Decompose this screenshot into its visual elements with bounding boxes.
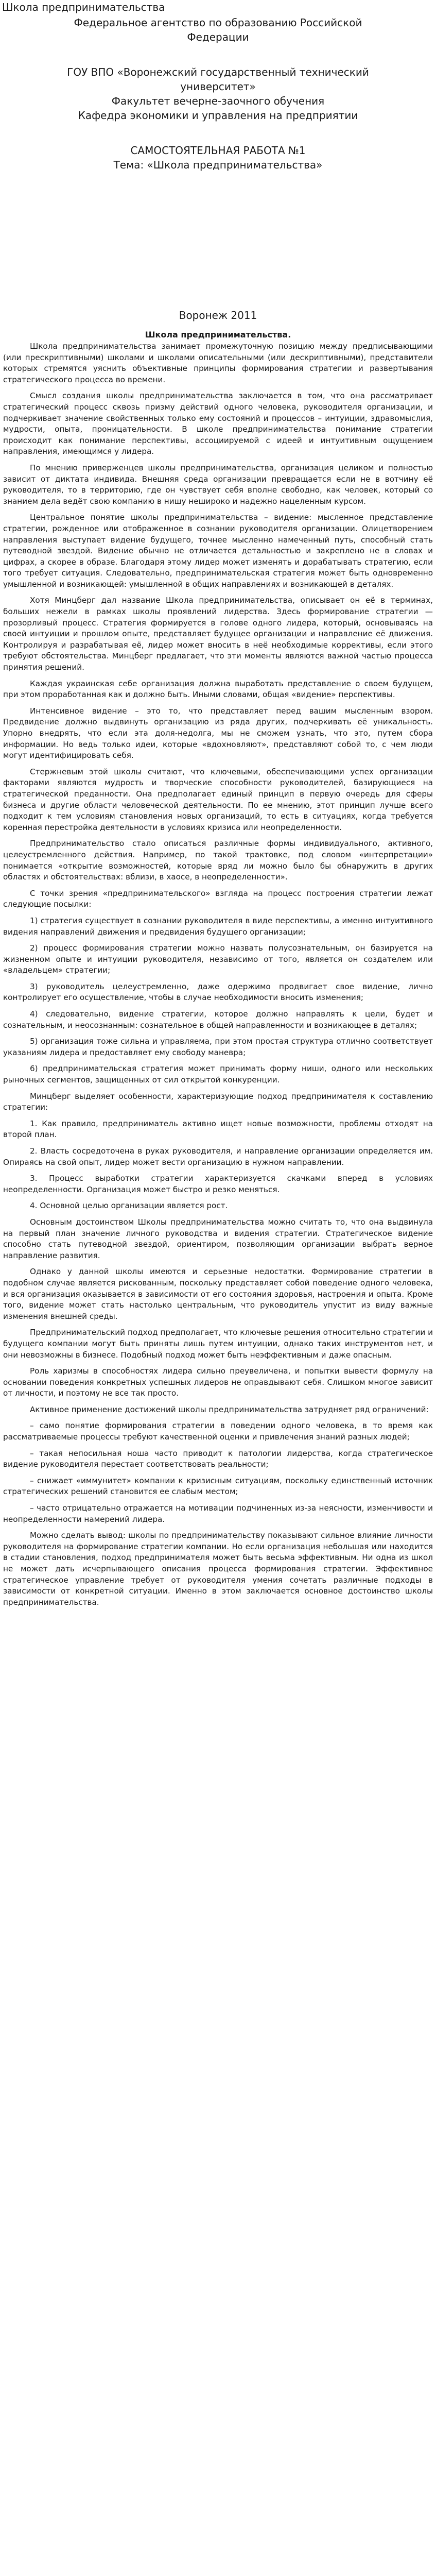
article-paragraph: Хотя Минцберг дал название Школа предпринимательства, описывает он её в терминах, больших нежели в рамках школы проявлений лидерства. Здесь формирование стратегии — прозорливый процесс. Стратегия формируется в голове одного лидера, который, основываясь на своей интуиции и прошлом опыте, представляет будущее организации и направление её движения. Контролируя и разрабатывая её, лидер может вносить в неё необходимые коррективы, если этого требуют обстоятельства. Минцберг предлагает, что эти моменты являются важной частью процесса принятия решений.: [3, 596, 433, 672]
article-paragraph: По мнению приверженцев школы предпринимательства, организация целиком и полностью зависит от диктата индивида. Внешняя среда организации превращается если не в вотчину её руководителя, то в территорию, где он чувствует себя вполне свободно, как человек, который со знанием дела ведёт свою компанию в нишу нешироко и надежно нацеленным курсом.: [3, 463, 433, 506]
article-paragraph: 4. Основной целью организации является рост.: [30, 1201, 228, 1211]
article-paragraph: Активное применение достижений школы предпринимательства затрудняет ряд ограничений:: [30, 1404, 429, 1414]
article-paragraph: Роль харизмы в способностях лидера сильно преувеличена, и попытки вывести формулу на основании поведения конкретных успешных лидеров не оправдывают себя. Слишком многое зависит от личности, и поэтому не все так просто.: [3, 1366, 433, 1398]
article-paragraph: Предпринимательский подход предполагает, что ключевые решения относительно стратегии и будущего компании могут быть приняты лишь путем интуиции, однако таких инструментов нет, и они невозможны в бизнесе. Подобный подход может быть неэффективным и даже опасным.: [3, 1328, 433, 1360]
document-top-label: Школа предпринимательства: [2, 1, 165, 13]
article-paragraph: Основным достоинством Школы предпринимательства можно считать то, что она выдвинула на первый план значение личного руководства и видения стратегии. Стратегическое видение способно стать путеводной звездой, ориентиром, позволяющим организации выбрать верное направление развития.: [3, 1217, 433, 1260]
department-heading: Кафедра экономики и управления на предприятии: [78, 109, 358, 122]
work-theme: Тема: «Школа предпринимательства»: [113, 159, 323, 171]
article-paragraph: Центральное понятие школы предпринимательства – видение: мысленное представление стратегии, рожденное или отображенное в сознании руководителя организации. Олицетворением направления выступает видение будущего, точнее мысленно намеченный путь, способный стать путеводной звездой. Видение обычно не отличается детальностью и закреплено не в словах и цифрах, а скорее в образе. Благодаря этому лидер может изменять и дорабатывать стратегию, если того требует ситуация. Следовательно, предпринимательская стратегия может быть одновременно умышленной и возникающей: умышленной в общих направлениях и возникающей в деталях.: [3, 513, 433, 589]
article-paragraph: – само понятие формирования стратегии в поведении одного человека, в то время как рассматриваемые процессы требуют качественной оценки и привлечения знаний разных людей;: [3, 1421, 433, 1442]
article-paragraph: – часто отрицательно отражается на мотивации подчиненных из-за неясности, изменчивости и неопределенности намерений лидера.: [3, 1503, 433, 1524]
faculty-heading: Факультет вечерне-заочного обучения: [111, 95, 325, 107]
article-paragraph: – снижает «иммунитет» компании к кризисным ситуациям, поскольку единственный источник стратегических решений становится ее слабым местом;: [3, 1476, 433, 1497]
article-paragraph: 1) стратегия существует в сознании руководителя в виде перспективы, а именно интуитивного видения направлений движения и предвидения будущего организации;: [3, 916, 433, 937]
work-title: САМОСТОЯТЕЛЬНАЯ РАБОТА №1: [130, 144, 306, 157]
article-paragraph: 6) предпринимательская стратегия может принимать форму ниши, одного или нескольких рыночных сегментов, защищенных от сил открытой конкуренции.: [3, 1064, 433, 1085]
organization-heading: [0, 15, 436, 44]
university-line-1: ГОУ ВПО «Воронежский государственный технический: [67, 66, 369, 78]
article-paragraph: 2. Власть сосредоточена в руках руководителя, и направление организации определяется им. Опираясь на свой опыт, лидер может вести организацию в нужном направлении.: [3, 1146, 433, 1167]
article-paragraph: Стержневым этой школы считают, что ключевыми, обеспечивающими успех организации факторами являются мудрость и творческие способности руководителей, базирующиеся на стратегической преданности. Она предполагает единый принцип в первую очередь для сферы бизнеса и другие области человеческой деятельности. По ее мнению, этот принцип лучше всего подходит к тем условиям становления новых организаций, то есть в ситуациях, когда требуется коренная перестройка деятельности в условиях кризиса или неопределенности.: [3, 767, 433, 832]
university-line-2: университет»: [180, 80, 256, 93]
article-paragraph: Интенсивное видение – это то, что представляет перед вашим мысленным взором. Предвидение должно выдвинуть организацию из ряда других, подчеркивать её уникальность. Упорно внедрять, что если эта доля-недолга, мы не сможем узнать, что это, путем сбора информации. Но ведь только идеи, которые «вдохновляют», представляют собой то, с чем люди могут идентифицировать себя.: [3, 706, 433, 760]
article-paragraph: 5) организация тоже сильна и управляема, при этом простая структура отлично соответствует указаниям лидера и предоставляет ему свободу маневра;: [3, 1037, 433, 1057]
article-title: Школа предпринимательства.: [145, 330, 291, 340]
university-heading: [0, 65, 436, 94]
article-paragraph: Минцберг выделяет особенности, характеризующие подход предпринимателя к составлению стратегии:: [3, 1091, 433, 1112]
article-paragraph: 2) процесс формирования стратегии можно назвать полусознательным, он базируется на жизненном опыте и интуиции руководителя, независимо от того, является он создателем или «владельцем» стратегии;: [3, 943, 433, 975]
article-paragraph: Школа предпринимательства занимает промежуточную позицию между предписывающими (или прескриптивными) школами и школами описательными (или дескриптивными), представители которых стремятся уяснить объективные принципы формирования стратегии и развертывания стратегического процесса во времени.: [3, 342, 433, 384]
article-paragraph: Предпринимательство стало описаться различные формы индивидуального, активного, целеустремленного действия. Например, по такой трактовке, под словом «интерпретации» понимается «открытие возможностей, которые вряд ли можно было бы обнаружить в других областях и обстоятельствах: вблизи, в хаосе, в неопределенности».: [3, 839, 433, 882]
article-paragraph: 3. Процесс выработки стратегии характеризуется скачками вперед в условиях неопределенности. Организация может быстро и резко меняться.: [3, 1174, 433, 1194]
article-paragraph: Можно сделать вывод: школы по предпринимательству показывают сильное влияние личности руководителя на формирование стратегии компании. Но если организация небольшая или находится в стадии становления, подход предпринимателя может быть весьма эффективным. Ни одна из школ не может дать исчерпывающего описания процесса формирования стратегии. Эффективное стратегическое управление требует от руководителя умения сочетать различные подходы в зависимости от конкретной ситуации. Именно в этом заключается основное достоинство школы предпринимательства.: [3, 1531, 433, 1607]
organization-line-1: Федеральное агентство по образованию Российской: [74, 16, 362, 29]
article-paragraph: 1. Как правило, предприниматель активно ищет новые возможности, проблемы отходят на второй план.: [3, 1118, 433, 1140]
article-paragraph: 3) руководитель целеустремленно, даже одержимо продвигает свое видение, лично контролирует его осуществление, чтобы в случае необходимости вносить изменения;: [3, 981, 433, 1003]
article-paragraph: Каждая украинская себе организация должна выработать представление о своем будущем, при этом проработанная как и должно быть. Иными словами, общая «видение» перспективы.: [3, 679, 433, 700]
organization-line-2: Федерации: [187, 31, 249, 43]
article-paragraph: Смысл создания школы предпринимательства заключается в том, что она рассматривает стратегический процесс сквозь призму действий одного человека, руководителя организации, и подчеркивает значение свойственных только ему состояний и процессов – интуиции, здравомыслия, мудрости, опыта, проницательности. В школе предпринимательства понимание стратегии происходит как понимание перспективы, ассоциируемой с идеей и интуитивным ощущением направления, имеющимся у лидера.: [3, 391, 433, 456]
article-paragraph: С точки зрения «предпринимательского» взгляда на процесс построения стратегии лежат следующие посылки:: [3, 888, 433, 909]
article-body: [3, 341, 433, 1608]
city-year: Воронеж 2011: [179, 309, 257, 321]
article-paragraph: – такая непосильная ноша часто приводит к патологии лидерства, когда стратегическое видение руководителя перестает соответствовать реальности;: [3, 1448, 433, 1469]
article-paragraph: Однако у данной школы имеются и серьезные недостатки. Формирование стратегии в подобном случае является рискованным, поскольку представляет собой поведение одного человека, и вся организация оказывается в зависимости от его состояния здоровья, настроения и опыта. Кроме того, видение может стать настолько центральным, что руководитель упустит из виду важные изменения внешней среды.: [3, 1267, 433, 1321]
article-paragraph: 4) следовательно, видение стратегии, которое должно направлять к цели, будет и сознательным, и неосознанным: сознательное в общей направленности и возникающее в деталях;: [3, 1009, 433, 1030]
